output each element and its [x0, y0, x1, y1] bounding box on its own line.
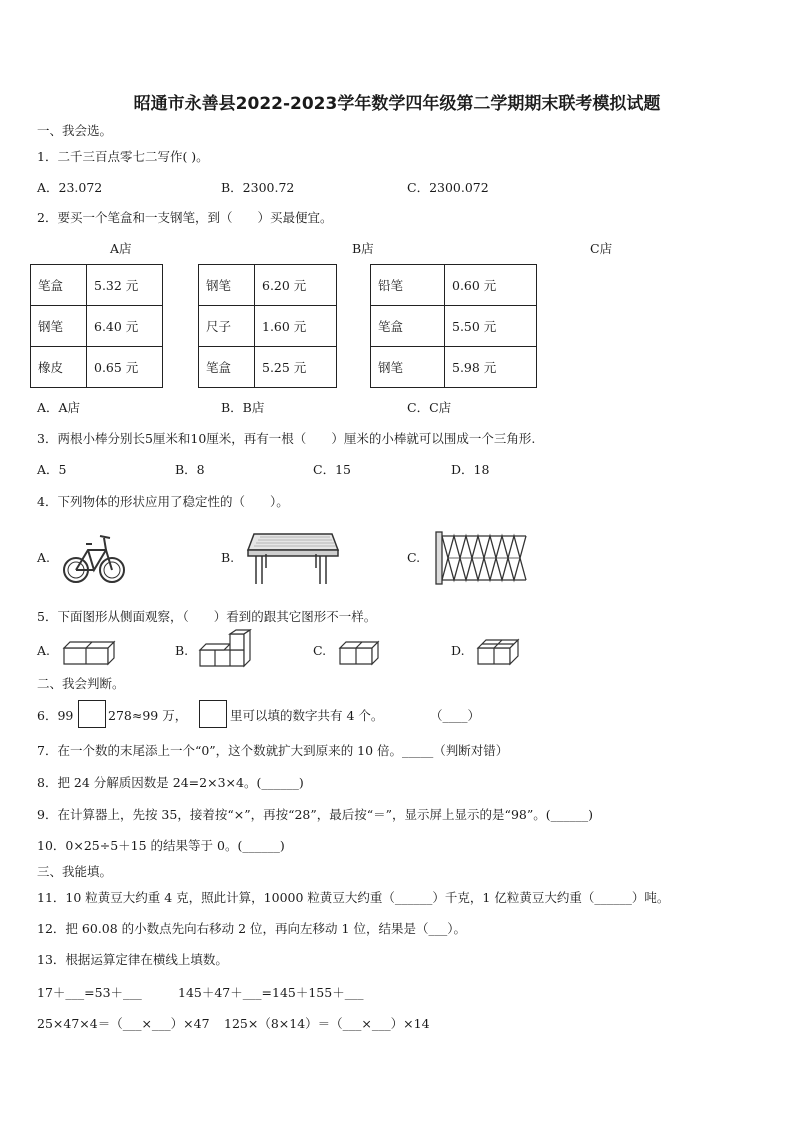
price-table-a [30, 264, 163, 388]
question-6-answer-blank[interactable]: （____） [430, 708, 481, 723]
table-cell: 钢笔 [199, 265, 255, 306]
question-1-option-b: B．2300.72 [221, 180, 295, 195]
question-4-option-a: A. [37, 550, 51, 565]
question-1-option-a: A．23.072 [37, 180, 103, 195]
table-cell: 5.50 元 [445, 306, 537, 347]
question-3-option-a: A．5 [37, 462, 67, 477]
store-c-label: C店 [590, 241, 613, 256]
question-3-stem: 3．两根小棒分别长5厘米和10厘米，再有一根（ ）厘米的小棒就可以围成一个三角形. [37, 431, 536, 446]
table-cell: 尺子 [199, 306, 255, 347]
section-heading: 一、我会选。 [37, 123, 113, 138]
question-6-suffix: 里可以填的数字共有 4 个。 [230, 708, 384, 723]
cube-stack-d-icon [474, 636, 520, 666]
table-cell: 5.32 元 [87, 265, 163, 306]
question-2-option-b: B．B店 [221, 400, 265, 415]
question-4-option-c: C. [407, 550, 421, 565]
equation-line: 25×47×4＝（___×___）×47 [37, 1016, 210, 1031]
cube-stack-c-icon [336, 638, 382, 666]
page-title: 昭通市永善县2022-2023学年数学四年级第二学期期末联考模拟试题 [133, 94, 661, 114]
store-b-label: B店 [352, 241, 374, 256]
answer-box[interactable] [78, 700, 106, 728]
table-icon [244, 530, 340, 586]
question-4-stem: 4．下列物体的形状应用了稳定性的（ ）。 [37, 494, 289, 509]
table-cell: 铅笔 [371, 265, 445, 306]
question-2-option-c: C．C店 [407, 400, 452, 415]
question-3-option-d: D．18 [451, 462, 490, 477]
question-1-stem: 1．二千三百点零七二写作( )。 [37, 149, 209, 164]
bicycle-icon [62, 524, 126, 588]
answer-box[interactable] [199, 700, 227, 728]
question-12: 12．把 60.08 的小数点先向右移动 2 位，再向左移动 1 位，结果是（___）。 [37, 921, 466, 936]
question-11: 11．10 粒黄豆大约重 4 克，照此计算，10000 粒黄豆大约重（______）千克，1 亿粒黄豆大约重（______）吨。 [37, 890, 670, 905]
cube-stack-a-icon [60, 638, 116, 666]
table-cell: 钢笔 [31, 306, 87, 347]
question-6-middle: 278≈99 万， [108, 708, 188, 723]
question-3-option-b: B．8 [175, 462, 205, 477]
question-3-option-c: C．15 [313, 462, 351, 477]
table-cell: 钢笔 [371, 347, 445, 388]
section-heading: 三、我能填。 [37, 864, 113, 879]
table-cell: 1.60 元 [255, 306, 337, 347]
question-2-stem: 2．要买一个笔盒和一支钢笔，到（ ）买最便宜。 [37, 210, 333, 225]
table-cell: 笔盒 [199, 347, 255, 388]
equation-line: 17＋___=53＋___ [37, 985, 142, 1000]
cube-stack-b-icon [198, 630, 254, 668]
table-cell: 橡皮 [31, 347, 87, 388]
store-a-label: A店 [110, 241, 132, 256]
question-5-option-b: B. [175, 643, 189, 658]
equation-line: 125×（8×14）＝（___×___）×14 [224, 1016, 430, 1031]
folding-gate-icon [434, 530, 530, 586]
question-9: 9．在计算器上，先按 35，接着按“×”，再按“28”，最后按“＝”，显示屏上显示的是“98”。(______) [37, 807, 593, 822]
table-cell: 6.40 元 [87, 306, 163, 347]
question-8: 8．把 24 分解质因数是 24=2×3×4。(______) [37, 775, 304, 790]
question-5-stem: 5．下面图形从侧面观察，（ ）看到的跟其它图形不一样。 [37, 609, 377, 624]
price-table-b [198, 264, 337, 388]
table-cell: 0.65 元 [87, 347, 163, 388]
table-cell: 笔盒 [31, 265, 87, 306]
question-5-option-c: C. [313, 643, 327, 658]
table-cell: 0.60 元 [445, 265, 537, 306]
question-2-option-a: A．A店 [37, 400, 81, 415]
question-5-option-a: A. [37, 643, 51, 658]
question-6-prefix: 6．99 [37, 708, 74, 723]
section-heading: 二、我会判断。 [37, 676, 125, 691]
equation-line: 145＋47＋___=145＋155＋___ [178, 985, 364, 1000]
table-cell: 5.25 元 [255, 347, 337, 388]
question-7: 7．在一个数的末尾添上一个“0”，这个数就扩大到原来的 10 倍。_____（判断对错） [37, 743, 509, 758]
price-table-c [370, 264, 537, 388]
question-4-option-b: B. [221, 550, 235, 565]
question-13-stem: 13．根据运算定律在横线上填数。 [37, 952, 228, 967]
question-5-option-d: D. [451, 643, 465, 658]
question-1-option-c: C．2300.072 [407, 180, 489, 195]
table-cell: 5.98 元 [445, 347, 537, 388]
table-cell: 6.20 元 [255, 265, 337, 306]
table-cell: 笔盒 [371, 306, 445, 347]
question-10: 10．0×25÷5＋15 的结果等于 0。(______) [37, 838, 285, 853]
